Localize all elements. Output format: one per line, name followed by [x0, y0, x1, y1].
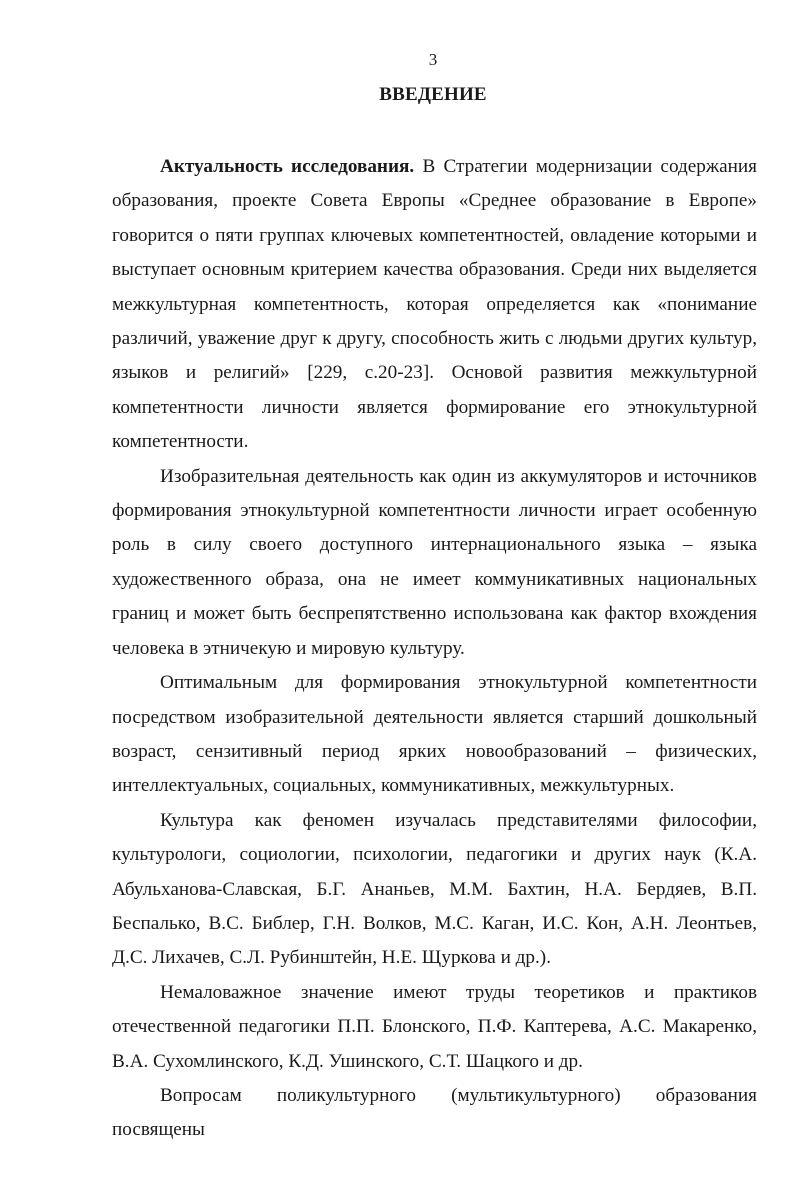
paragraph-pedagogy-works: Немаловажное значение имеют труды теоретиков и практиков отечественной педагогики П.П. Блонского, П.Ф. Каптерева, А.С. Макаренко, В.А. Сухомлинского, К.Д. Ушинского, С.Т. Шацкого и др.	[112, 981, 757, 1072]
paragraph-visual-activity: Изобразительная деятельность как один из аккумуляторов и источников формирования этнокультурной компетентности личности играет особенную роль в силу своего доступного интернационального языка – языка художественного образа, она не имеет коммуникативных национальных границ и может быть беспрепятственно использована как фактор вхождения человека в этничекую и мировую культуру.	[112, 465, 757, 659]
paragraph-preschool-age: Оптимальным для формирования этнокультурной компетентности посредством изобразительной деятельности является старший дошкольный возраст, сензитивный период ярких новообразований – физических, интеллектуальных, социальных, коммуникативных, межкультурных.	[112, 672, 757, 797]
paragraph-relevance	[112, 150, 757, 460]
paragraph-lead: Актуальность исследования.	[160, 156, 415, 177]
section-heading: ВВЕДЕНИЕ	[379, 84, 487, 105]
paragraph-multicultural-education: Вопросам поликультурного (мультикультурного) образования посвящены	[112, 1084, 757, 1141]
body-text	[112, 150, 757, 1148]
paragraph-culture-phenomenon: Культура как феномен изучалась представителями философии, культурологи, социологии, психологии, педагогики и других наук (К.А. Абульханова-Славская, Б.Г. Ананьев, М.М. Бахтин, Н.А. Бердяев, В.П. Беспалько, В.С. Библер, Г.Н. Волков, М.С. Каган, И.С. Кон, А.Н. Леонтьев, Д.С. Лихачев, С.Л. Рубинштейн, Н.Е. Щуркова и др.).	[112, 809, 757, 969]
page-number: 3	[428, 50, 438, 69]
paragraph-text: В Стратегии модернизации содержания образования, проекте Совета Европы «Среднее образование в Европе» говорится о пяти группах ключевых компетентностей, овладение которыми и выступает основным критерием качества образования. Среди них выделяется межкультурная компетентность, которая определяется как «понимание различий, уважение друг к другу, способность жить с людьми других культур, языков и религий» [229, с.20-23]. Основой развития межкультурной компетентности личности является формирование его этнокультурной компетентности.	[112, 156, 757, 453]
